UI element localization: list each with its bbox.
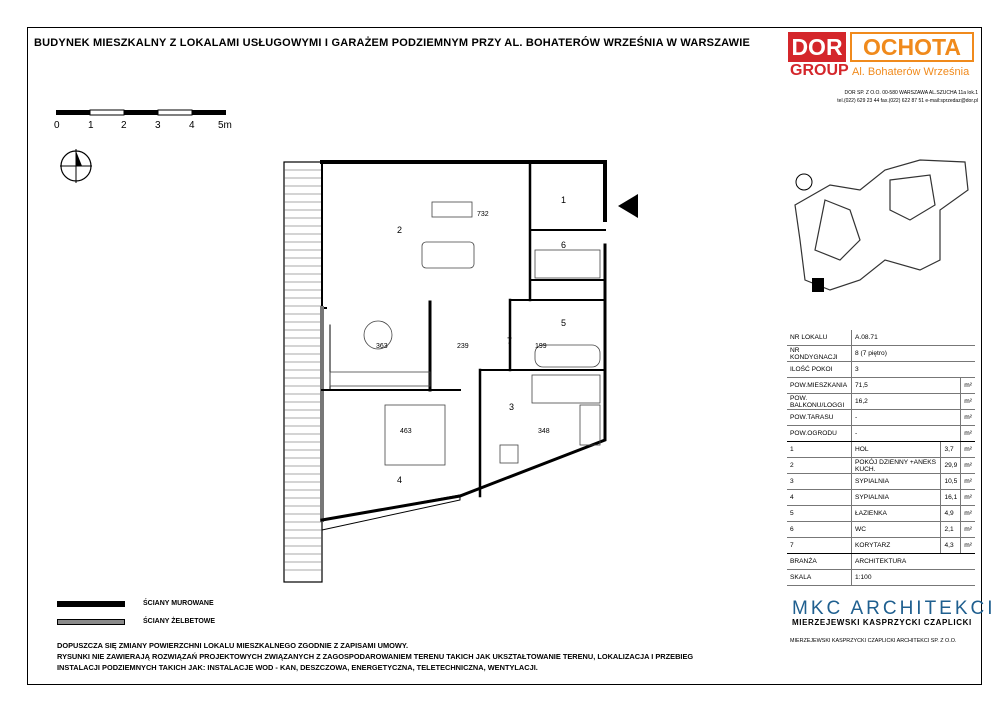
legend-concrete-label: ŚCIANY ŻELBETOWE (143, 618, 216, 625)
ochota-logo: OCHOTA (850, 32, 974, 62)
table-row: POW.TARASU - m² (787, 410, 975, 426)
north-compass-icon (58, 148, 94, 184)
apartment-location-marker (812, 278, 824, 292)
dimension-label: 463 (400, 428, 412, 435)
room-number: 5 (561, 318, 567, 328)
table-row: 7 KORYTARZ 4,3 m² (787, 538, 975, 554)
dimension-label: 199 (535, 343, 547, 350)
note-line: INSTALACJI PODZIEMNYCH TAKICH JAK: INSTALACJE WOD - KAN, DESZCZOWA, ENERGETYCZNA, TELETECHNICZNA, WENTYLACJI. (57, 663, 538, 672)
scale-label: 3 (155, 120, 161, 131)
table-row: 4 SYPIALNIA 16,1 m² (787, 490, 975, 506)
table-row: POW.MIESZKANIA 71,5 m² (787, 378, 975, 394)
floor-plan (270, 150, 615, 595)
dimension-label: 363 (376, 343, 388, 350)
scale-label: 5m (218, 120, 232, 131)
scale-label: 2 (121, 120, 127, 131)
dimension-label: 348 (538, 428, 550, 435)
room-number: 4 (397, 475, 403, 485)
table-row: NR KONDYGNACJI 8 (7 piętro) (787, 346, 975, 362)
room-number: 6 (561, 240, 567, 250)
dor-logo: DOR (788, 32, 846, 62)
table-row: 2 POKÓJ DZIENNY +ANEKS KUCH. 29,9 m² (787, 458, 975, 474)
table-row: POW.OGRODU - m² (787, 426, 975, 442)
table-row: NR LOKALU A.08.71 (787, 330, 975, 346)
architect-subtitle: MIERZEJEWSKI KASPRZYCKI CZAPLICKI (792, 618, 972, 627)
architect-company: MIERZEJEWSKI KASPRZYCKI CZAPLICKI ARCHITEKCI SP. Z O.O. (790, 638, 957, 644)
scale-bar (55, 108, 235, 120)
table-row: ILOŚĆ POKOI 3 (787, 362, 975, 378)
street-logo: Al. Bohaterów Września (852, 66, 970, 78)
scale-label: 1 (88, 120, 94, 131)
page-title: BUDYNEK MIESZKALNY Z LOKALAMI USŁUGOWYMI I GARAŻEM PODZIEMNYM PRZY AL. BOHATERÓW WRZEŚNIA W WARSZAWIE (34, 37, 751, 49)
architect-logo: MKC ARCHITEKCI (792, 598, 996, 619)
developer-contact (790, 89, 978, 105)
table-row: SKALA 1:100 (787, 570, 975, 586)
table-row: 5 ŁAZIENKA 4,9 m² (787, 506, 975, 522)
entrance-arrow-icon (616, 192, 640, 220)
key-plan-compass-icon (796, 174, 812, 190)
legend-concrete-swatch (57, 619, 125, 625)
dimension-label: 732 (477, 211, 489, 218)
note-line: DOPUSZCZA SIĘ ZMIANY POWIERZCHNI LOKALU MIESZKALNEGO ZGODNIE Z ZAPISAMI UMOWY. (57, 641, 409, 650)
furniture (330, 202, 600, 465)
key-plan (790, 150, 975, 300)
contact-address: DOR SP. Z O.O. 00-580 WARSZAWA AL.SZUCHA 11a lok.1 (844, 90, 978, 96)
scale-label: 0 (54, 120, 60, 131)
room-number: 7 (507, 336, 513, 346)
note-line: RYSUNKI NIE ZAWIERAJĄ ROZWIĄZAŃ PROJEKTOWYCH ZWIĄZANYCH Z ZAGOSPODAROWANIEM TERENU TAKICH JAK UKSZTAŁTOWANIE TERENU, LOKALIZACJA I PRZEBIEG (57, 652, 694, 661)
legend-masonry-label: ŚCIANY MUROWANE (143, 600, 214, 607)
scale-label: 4 (189, 120, 195, 131)
room-number: 3 (509, 402, 515, 412)
table-row: 3 SYPIALNIA 10,5 m² (787, 474, 975, 490)
table-row: 6 WC 2,1 m² (787, 522, 975, 538)
room-number: 2 (397, 225, 403, 235)
dimension-label: 239 (457, 343, 469, 350)
apartment-data-table (787, 330, 975, 586)
legend-masonry-swatch (57, 601, 125, 607)
table-row: POW. BALKONU/LOGGI 16,2 m² (787, 394, 975, 410)
table-row: BRANŻA ARCHITEKTURA (787, 554, 975, 570)
table-row: 1 HOL 3,7 m² (787, 442, 975, 458)
contact-phone: tel.(022) 629 23 44 fax.(022) 622 87 51 e-mail:sprzedaz@dor.pl (837, 98, 978, 104)
balcony (284, 162, 322, 582)
group-logo: GROUP (790, 62, 849, 79)
notes (57, 640, 693, 673)
room-number: 1 (561, 195, 567, 205)
